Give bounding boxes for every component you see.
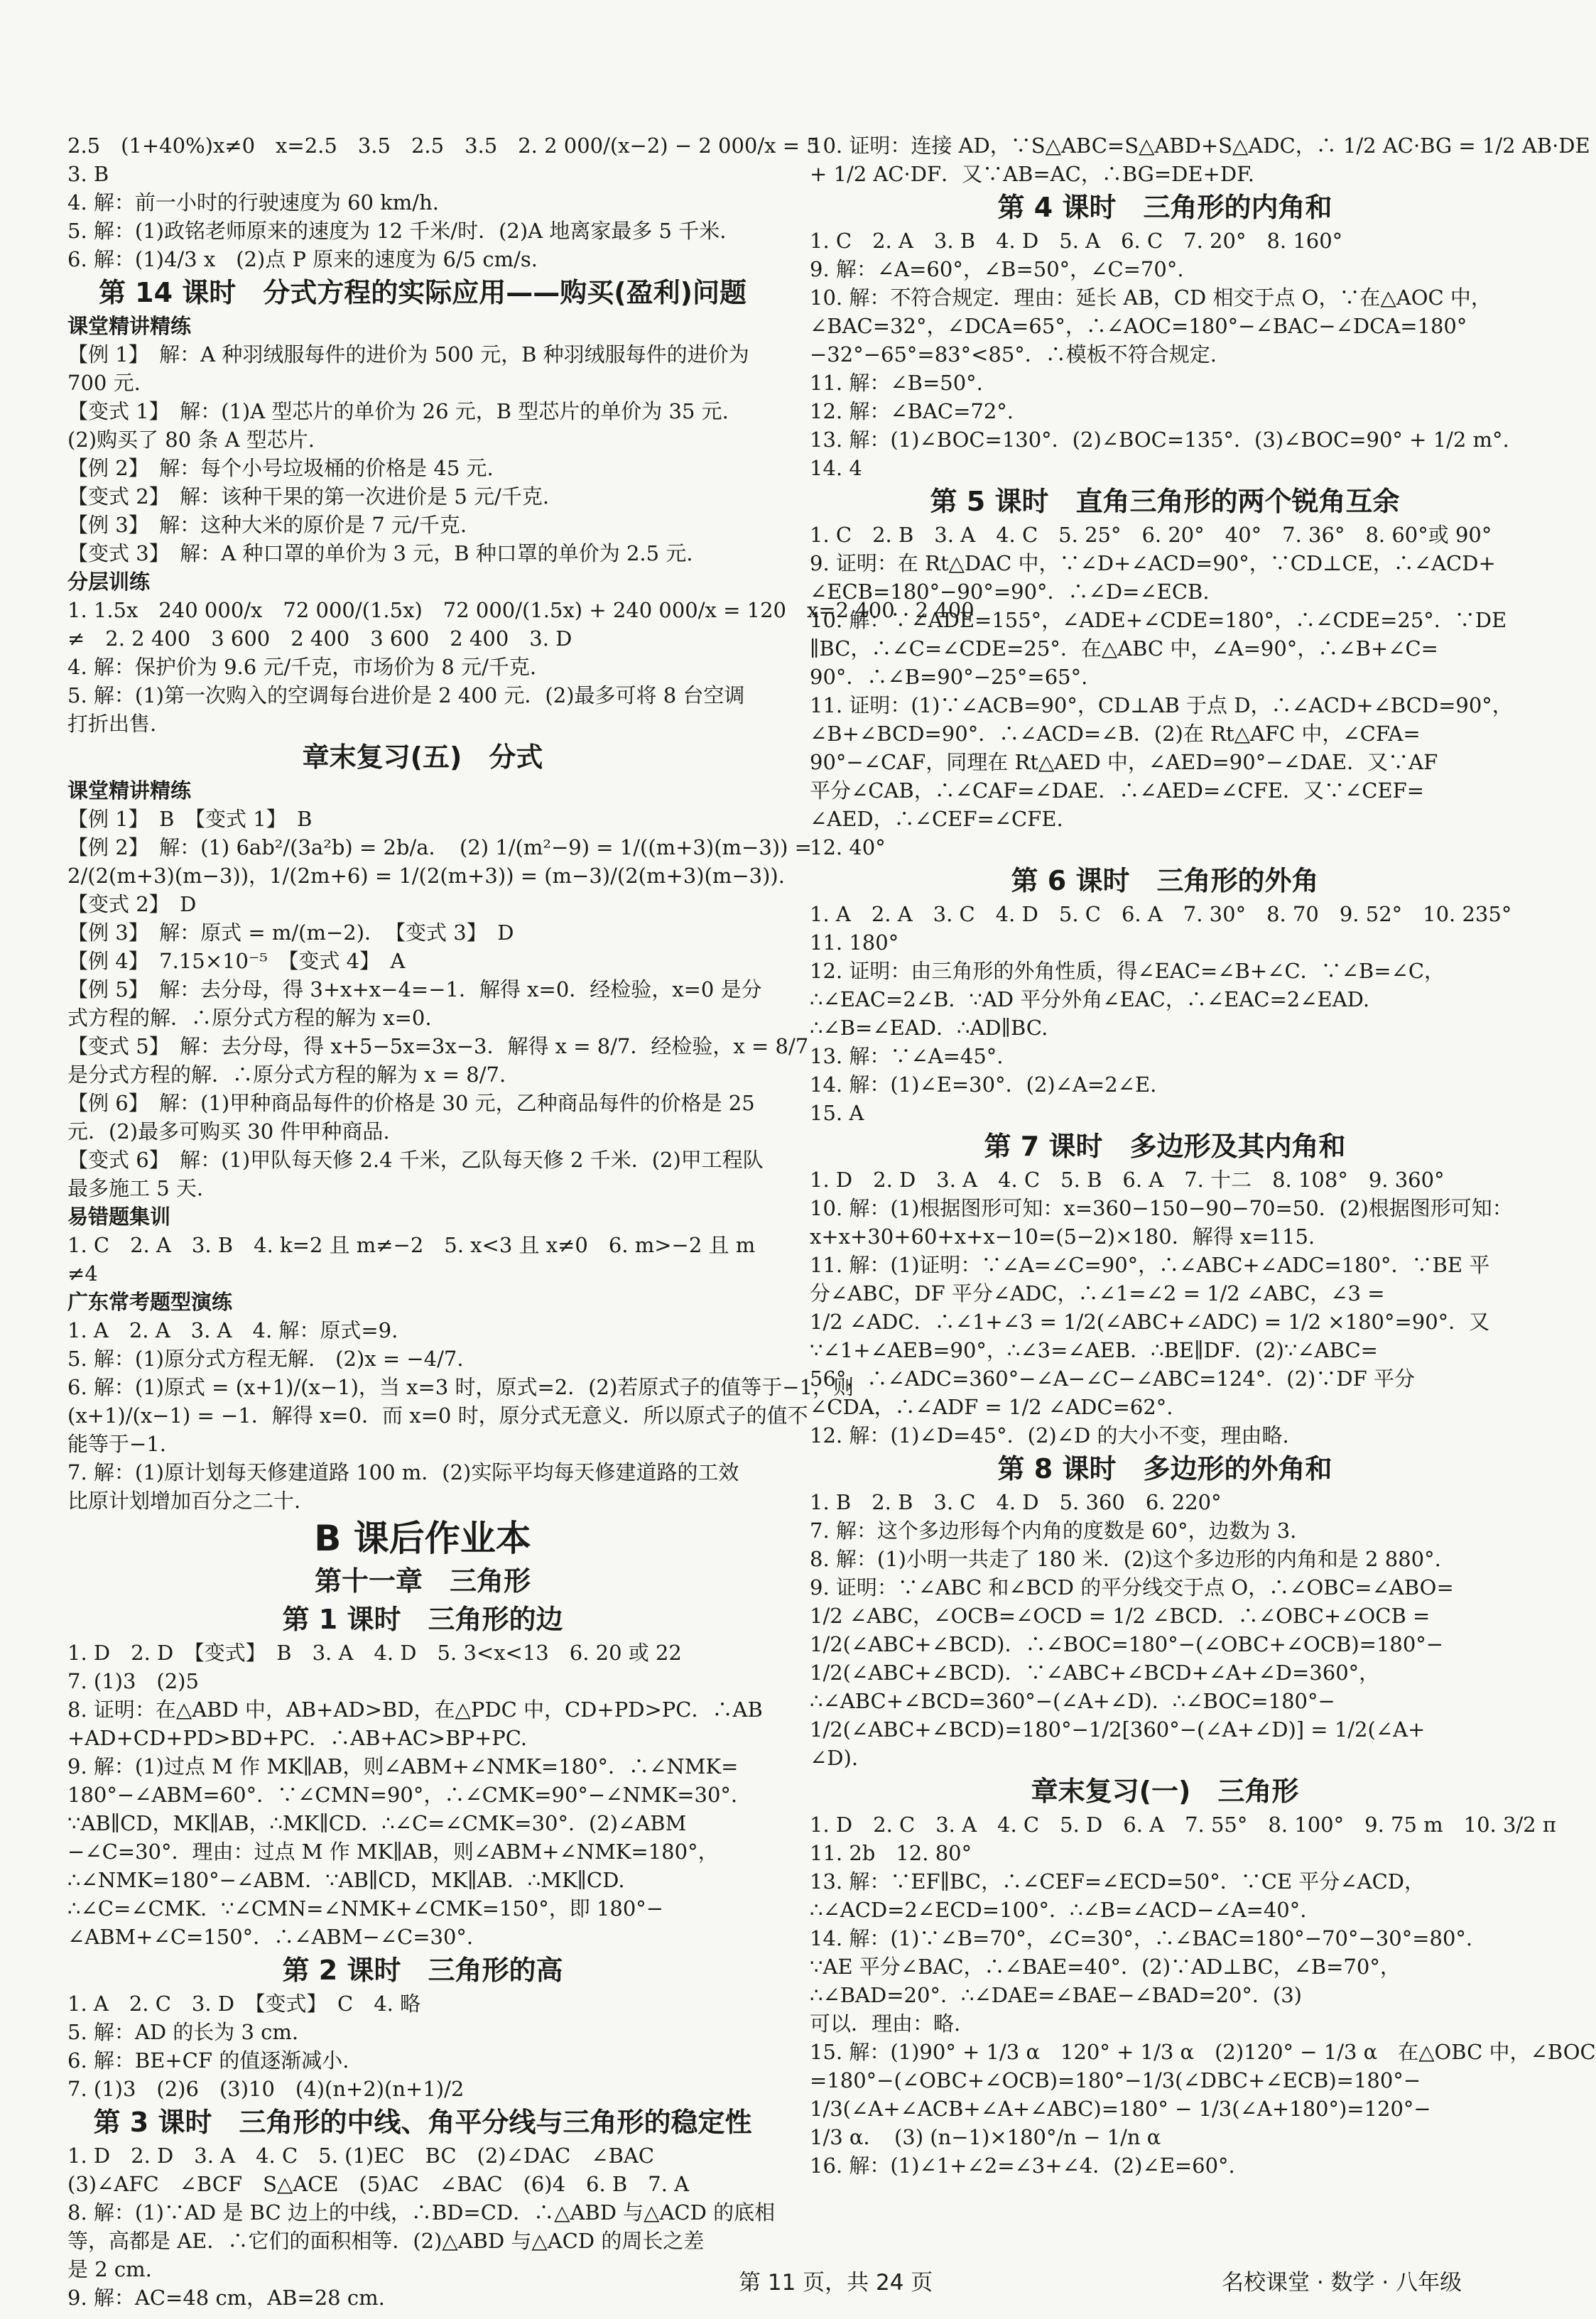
answer-line: ∴∠BAD=20°．∴∠DAE=∠BAE−∠BAD=20°．(3) <box>810 1983 1302 2007</box>
answer-line: 6. 解：(1)4/3 x (2)点 P 原来的速度为 6/5 cm/s. <box>67 247 538 271</box>
answer-line: 可以．理由：略. <box>810 2011 961 2036</box>
section-heading: 第 5 课时 直角三角形的两个锐角互余 <box>930 486 1400 517</box>
answer-line: 4. 解：保护价为 9.6 元/千克，市场价为 8 元/千克. <box>67 655 537 679</box>
answer-line: + 1/2 AC·DF．又∵AB=AC，∴BG=DE+DF. <box>810 162 1254 186</box>
answer-line: 【变式 2】 解：该种干果的第一次进价是 5 元/千克. <box>67 484 550 509</box>
part-heading: B 课后作业本 <box>314 1518 531 1559</box>
answer-line: 13. 解：(1)∠BOC=130°．(2)∠BOC=135°．(3)∠BOC=90° + 1/2 m°. <box>810 428 1509 452</box>
answer-line: 【变式 3】 解：A 种口罩的单价为 3 元，B 种口罩的单价为 2.5 元. <box>67 541 693 565</box>
answer-line: 【例 6】 解：(1)甲种商品每件的价格是 30 元，乙种商品每件的价格是 25 <box>67 1091 755 1115</box>
answer-line: 1. D 2. D 3. A 4. C 5. (1)EC BC (2)∠DAC ∠BAC <box>67 2144 655 2168</box>
answer-line: 是分式方程的解．∴原分式方程的解为 x = 8/7. <box>67 1063 506 1087</box>
section-heading: 第 2 课时 三角形的高 <box>282 1955 563 1986</box>
answer-line: ∠ABM+∠C=150°．∴∠ABM−∠C=30°. <box>67 1925 474 1949</box>
answer-line: 16. 解：(1)∠1+∠2=∠3+∠4．(2)∠E=60°. <box>810 2154 1235 2178</box>
answer-line: −32°−65°=83°<85°．∴模板不符合规定. <box>810 342 1217 366</box>
answer-line: 【变式 1】 解：(1)A 型芯片的单价为 26 元，B 型芯片的单价为 35 元. <box>67 399 729 423</box>
answer-line: 10. 解：(1)根据图形可知：x=360−150−90−70=50．(2)根据图形可知： <box>810 1196 1513 1220</box>
answer-line: 5. 解：(1)第一次购入的空调每台进价是 2 400 元．(2)最多可将 8 台空调 <box>67 683 745 707</box>
answer-line: ∵∠1+∠AEB=90°，∴∠3=∠AEB．∴BE∥DF．(2)∵∠ABC= <box>810 1338 1378 1362</box>
answer-line: ∠B+∠BCD=90°．∴∠ACD=∠B．(2)在 Rt△AFC 中，∠CFA= <box>810 722 1421 746</box>
answer-line: 9. 解：∠A=60°，∠B=50°，∠C=70°. <box>810 257 1184 281</box>
answer-line: 12. 证明：由三角形的外角性质，得∠EAC=∠B+∠C．∵∠B=∠C， <box>810 959 1445 983</box>
answer-line: 元．(2)最多可购买 30 件甲种商品. <box>67 1119 390 1144</box>
answer-line: 2.5 (1+40%)x≠0 x=2.5 3.5 2.5 3.5 2. 2 000/(x−2) − 2 000/x = 5 <box>67 134 820 158</box>
section-heading: 第 3 课时 三角形的中线、角平分线与三角形的稳定性 <box>93 2107 752 2138</box>
answer-line: 8. 解：(1)∵AD 是 BC 边上的中线，∴BD=CD．∴△ABD 与△ACD 的底相 <box>67 2200 776 2225</box>
answer-line: 1/3 α． (3) (n−1)×180°/n − 1/n α <box>810 2125 1161 2149</box>
answer-line: (x+1)/(x−1) = −1．解得 x=0．而 x=0 时，原分式无意义．所以原式子的值不 <box>67 1403 808 1428</box>
page-number: 第 11 页，共 24 页 <box>739 2270 933 2296</box>
answer-line: 7. 解：(1)原计划每天修建道路 100 m．(2)实际平均每天修建道路的工效 <box>67 1460 739 1484</box>
answer-line: 6. 解：BE+CF 的值逐渐减小. <box>67 2048 349 2073</box>
answer-line: 90°．∴∠B=90°−25°=65°. <box>810 665 1088 689</box>
answer-line: 1/3(∠A+∠ACB+∠A+∠ABC)=180° − 1/3(∠A+180°)=120°− <box>810 2097 1431 2121</box>
answer-line: 5. 解：AD 的长为 3 cm. <box>67 2020 299 2044</box>
answer-line: 比原计划增加百分之二十. <box>67 1489 301 1513</box>
answer-line: 12. 40° <box>810 835 886 859</box>
subsection-heading: 易错题集训 <box>67 1205 171 1229</box>
section-heading: 第十一章 三角形 <box>314 1565 531 1597</box>
answer-line: ∠ECB=180°−90°=90°．∴∠D=∠ECB. <box>810 580 1210 604</box>
answer-line: 【例 1】 解：A 种羽绒服每件的进价为 500 元，B 种羽绒服每件的进价为 <box>67 342 749 366</box>
answer-line: 【变式 2】 D <box>67 892 197 916</box>
answer-line: 平分∠CAB，∴∠CAF=∠DAE．∴∠AED=∠CFE．又∵∠CEF= <box>810 778 1425 803</box>
right-column <box>810 131 1596 2180</box>
answer-line: 1. A 2. A 3. C 4. D 5. C 6. A 7. 30° 8. 70 9. 52° 10. 235° <box>810 902 1512 926</box>
answer-line: ∠BAC=32°，∠DCA=65°，∴∠AOC=180°−∠BAC−∠DCA=180° <box>810 314 1467 338</box>
answer-line: 【例 3】 解：这种大米的原价是 7 元/千克. <box>67 513 467 537</box>
subsection-heading: 课堂精讲精练 <box>67 778 192 803</box>
section-heading: 第 8 课时 多边形的外角和 <box>997 1453 1332 1484</box>
answer-line: 11. 证明：(1)∵∠ACB=90°，CD⊥AB 于点 D，∴∠ACD+∠BCD=90°， <box>810 693 1513 717</box>
section-heading: 章末复习(五) 分式 <box>302 742 543 773</box>
answer-line: 【例 4】 7.15×10⁻⁵ 【变式 4】 A <box>67 949 406 973</box>
book-brand: 名校课堂 · 数学 · 八年级 <box>1222 2270 1462 2296</box>
subsection-heading: 分层训练 <box>67 570 151 594</box>
answer-line: 9. 解：AC=48 cm，AB=28 cm. <box>67 2286 385 2310</box>
answer-line: 12. 解：∠BAC=72°. <box>810 399 1014 423</box>
answer-line: ∴∠ACD=2∠ECD=100°．∴∠B=∠ACD−∠A=40°. <box>810 1898 1307 1922</box>
answer-line: 1/2(∠ABC+∠BCD)．∵∠ABC+∠BCD+∠A+∠D=360°， <box>810 1661 1380 1685</box>
answer-line: ∴∠NMK=180°−∠ABM．∵AB∥CD，MK∥AB．∴MK∥CD. <box>67 1868 625 1892</box>
answer-line: 4. 解：前一小时的行驶速度为 60 km/h. <box>67 190 439 214</box>
answer-line: 1. A 2. C 3. D 【变式】 C 4. 略 <box>67 1992 421 2016</box>
answer-line: 11. 解：∠B=50°. <box>810 371 983 395</box>
subsection-heading: 广东常考题型演练 <box>67 1290 233 1314</box>
answer-line: 【例 5】 解：去分母，得 3+x+x−4=−1．解得 x=0．经检验，x=0 是分 <box>67 977 762 1001</box>
answer-line: 【例 1】 B 【变式 1】 B <box>67 807 313 831</box>
answer-line: 9. 证明：∵∠ABC 和∠BCD 的平分线交于点 O，∴∠OBC=∠ABO= <box>810 1575 1454 1600</box>
answer-line: 1/2(∠ABC+∠BCD)．∴∠BOC=180°−(∠OBC+∠OCB)=180°− <box>810 1632 1444 1656</box>
answer-line: 【变式 6】 解：(1)甲队每天修 2.4 千米，乙队每天修 2 千米．(2)甲工程队 <box>67 1148 764 1172</box>
answer-line: 7. (1)3 (2)6 (3)10 (4)(n+2)(n+1)/2 <box>67 2077 465 2101</box>
answer-line: ∥BC，∴∠C=∠CDE=25°．在△ABC 中，∠A=90°，∴∠B+∠C= <box>810 636 1438 661</box>
answer-line: 1. 1.5x 240 000/x 72 000/(1.5x) 72 000/(1.5x) + 240 000/x = 120 x=2 400 2 400 <box>67 598 975 622</box>
answer-line: 700 元. <box>67 371 141 395</box>
answer-line: 1. D 2. D 3. A 4. C 5. B 6. A 7. 十二 8. 108° 9. 360° <box>810 1168 1445 1192</box>
answer-line: 11. 2b 12. 80° <box>810 1841 972 1865</box>
answer-line: 6. 解：(1)原式 = (x+1)/(x−1)，当 x=3 时，原式=2．(2)若原式子的值等于−1，则 <box>67 1375 854 1399</box>
answer-line: 14. 解：(1)∠E=30°．(2)∠A=2∠E. <box>810 1072 1157 1097</box>
answer-line: 2/(2(m+3)(m−3))，1/(2m+6) = 1/(2(m+3)) = (m−3)/(2(m+3)(m−3)). <box>67 864 785 888</box>
answer-line: 【例 3】 解：原式 = m/(m−2)． 【变式 3】 D <box>67 920 514 945</box>
answer-line: 9. 解：(1)过点 M 作 MK∥AB，则∠ABM+∠NMK=180°．∴∠NMK= <box>67 1754 739 1778</box>
answer-line: 180°−∠ABM=60°．∵∠CMN=90°，∴∠CMK=90°−∠NMK=30°. <box>67 1783 738 1807</box>
answer-line: 1/2(∠ABC+∠BCD)=180°−1/2[360°−(∠A+∠D)] = 1/2(∠A+ <box>810 1717 1426 1742</box>
answer-line: ∴∠B=∠EAD．∴AD∥BC. <box>810 1016 1048 1040</box>
answer-line: 10. 解：∵∠ADE=155°，∠ADE+∠CDE=180°，∴∠CDE=25°．∵DE <box>810 608 1507 632</box>
answer-line: 7. 解：这个多边形每个内角的度数是 60°，边数为 3. <box>810 1519 1297 1543</box>
answer-line: 【例 2】 解：(1) 6ab²/(3a²b) = 2b/a． (2) 1/(m²−9) = 1/((m+3)(m−3)) = <box>67 835 812 859</box>
answer-line: 1. A 2. A 3. A 4. 解：原式=9. <box>67 1318 398 1342</box>
answer-line: ≠4 <box>67 1261 98 1286</box>
answer-line: 式方程的解．∴原分式方程的解为 x=0. <box>67 1006 432 1030</box>
answer-line: 1. D 2. C 3. A 4. C 5. D 6. A 7. 55° 8. 100° 9. 75 m 10. 3/2 π <box>810 1813 1556 1837</box>
answer-line: 等，高都是 AE．∴它们的面积相等．(2)△ABD 与△ACD 的周长之差 <box>67 2229 705 2253</box>
answer-line: ≠ 2. 2 400 3 600 2 400 3 600 2 400 3. D <box>67 626 572 651</box>
answer-line: ∴∠EAC=2∠B．∵AD 平分外角∠EAC，∴∠EAC=2∠EAD. <box>810 987 1370 1011</box>
section-heading: 第 1 课时 三角形的边 <box>282 1604 563 1635</box>
answer-line: ∠AED，∴∠CEF=∠CFE. <box>810 807 1063 831</box>
answer-line: 13. 解：∵EF∥BC，∴∠CEF=∠ECD=50°．∵CE 平分∠ACD， <box>810 1869 1426 1894</box>
section-heading: 第 6 课时 三角形的外角 <box>1011 865 1319 896</box>
answer-line: 14. 4 <box>810 456 862 480</box>
answer-line: (2)购买了 80 条 A 型芯片. <box>67 428 315 452</box>
answer-line: 5. 解：(1)政铭老师原来的速度为 12 千米/时．(2)A 地离家最多 5 千米. <box>67 219 727 243</box>
answer-line: 11. 180° <box>810 930 899 955</box>
answer-line: (3)∠AFC ∠BCF S△ACE (5)AC ∠BAC (6)4 6. B 7. A <box>67 2172 690 2196</box>
answer-line: 8. 证明：在△ABD 中，AB+AD>BD，在△PDC 中，CD+PD>PC．∴AB <box>67 1698 763 1722</box>
answer-line: 1. D 2. D 【变式】 B 3. A 4. D 5. 3<x<13 6. 20 或 22 <box>67 1641 682 1665</box>
answer-line: x+x+30+60+x+x−10=(5−2)×180．解得 x=115. <box>810 1224 1315 1249</box>
answer-line: 打折出售. <box>67 712 157 736</box>
answer-line: 10. 解：不符合规定．理由：延长 AB，CD 相交于点 O，∵在△AOC 中， <box>810 286 1492 310</box>
answer-line: 3. B <box>67 162 109 186</box>
answer-line: 1. B 2. B 3. C 4. D 5. 360 6. 220° <box>810 1490 1222 1514</box>
section-heading: 第 14 课时 分式方程的实际应用——购买(盈利)问题 <box>98 277 747 308</box>
answer-line: 1/2 ∠ABC，∠OCB=∠OCD = 1/2 ∠BCD．∴∠OBC+∠OCB = <box>810 1604 1431 1628</box>
answer-line: 5. 解：(1)原分式方程无解. (2)x = −4/7. <box>67 1347 464 1371</box>
answer-line: +AD+CD+PD>BD+PC．∴AB+AC>BP+PC. <box>67 1726 528 1750</box>
section-heading: 第 7 课时 多边形及其内角和 <box>984 1131 1346 1162</box>
answer-line: ∠CDA，∴∠ADF = 1/2 ∠ADC=62°. <box>810 1395 1173 1419</box>
answer-line: 11. 解：(1)证明：∵∠A=∠C=90°，∴∠ABC+∠ADC=180°．∵BE 平 <box>810 1253 1490 1277</box>
answer-line: 56°，∴∠ADC=360°−∠A−∠C−∠ABC=124°．(2)∵DF 平分 <box>810 1367 1415 1391</box>
section-heading: 章末复习(一) 三角形 <box>1031 1776 1299 1807</box>
answer-line: 10. 证明：连接 AD，∵S△ABC=S△ABD+S△ADC，∴ 1/2 AC·BG = 1/2 AB·DE <box>810 134 1590 158</box>
answer-line: 12. 解：(1)∠D=45°．(2)∠D 的大小不变，理由略. <box>810 1423 1289 1448</box>
answer-line: 1. C 2. A 3. B 4. D 5. A 6. C 7. 20° 8. 160° <box>810 229 1343 253</box>
answer-line: 15. 解：(1)90° + 1/3 α 120° + 1/3 α (2)120° − 1/3 α 在△OBC 中，∠BOC <box>810 2040 1596 2064</box>
answer-line: 【变式 5】 解：去分母，得 x+5−5x=3x−3．解得 x = 8/7．经检验，x = 8/7 <box>67 1034 809 1058</box>
section-heading: 第 4 课时 三角形的内角和 <box>997 192 1332 223</box>
answer-line: 最多施工 5 天. <box>67 1176 204 1200</box>
answer-line: ∵AE 平分∠BAC，∴∠BAE=40°．(2)∵AD⊥BC，∠B=70°， <box>810 1955 1401 1979</box>
answer-line: ∴∠C=∠CMK．∵∠CMN=∠NMK+∠CMK=150°，即 180°− <box>67 1896 664 1921</box>
answer-line: 8. 解：(1)小明一共走了 180 米．(2)这个多边形的内角和是 2 880°. <box>810 1547 1441 1571</box>
answer-line: 9. 证明：在 Rt△DAC 中，∵∠D+∠ACD=90°，∵CD⊥CE，∴∠ACD+ <box>810 551 1496 575</box>
answer-line: −∠C=30°．理由：过点 M 作 MK∥AB，则∠ABM+∠NMK=180°， <box>67 1840 719 1864</box>
answer-line: ∴∠ABC+∠BCD=360°−(∠A+∠D)．∴∠BOC=180°− <box>810 1689 1335 1713</box>
subsection-heading: 课堂精讲精练 <box>67 314 192 338</box>
answer-line: 是 2 cm. <box>67 2257 152 2281</box>
answer-line: 14. 解：(1)∵∠B=70°，∠C=30°，∴∠BAC=180°−70°−30°=80°. <box>810 1926 1473 1950</box>
answer-line: 1. C 2. A 3. B 4. k=2 且 m≠−2 5. x<3 且 x≠0 6. m>−2 且 m <box>67 1233 756 1257</box>
answer-line: 13. 解：∵∠A=45°. <box>810 1044 1004 1068</box>
answer-line: ∵AB∥CD，MK∥AB，∴MK∥CD．∴∠C=∠CMK=30°．(2)∠ABM <box>67 1811 687 1835</box>
answer-line: 分∠ABC，DF 平分∠ADC，∴∠1=∠2 = 1/2 ∠ABC，∠3 = <box>810 1281 1385 1305</box>
answer-line: ∠D). <box>810 1746 859 1770</box>
answer-line: =180°−(∠OBC+∠OCB)=180°−1/3(∠DBC+∠ECB)=180°− <box>810 2068 1421 2092</box>
answer-line: 1. C 2. B 3. A 4. C 5. 25° 6. 20° 40° 7. 36° 8. 60°或 90° <box>810 523 1492 547</box>
answer-line: 1/2 ∠ADC．∴∠1+∠3 = 1/2(∠ABC+∠ADC) = 1/2 ×180°=90°．又 <box>810 1310 1490 1334</box>
answer-line: 90°−∠CAF，同理在 Rt△AED 中，∠AED=90°−∠DAE．又∵AF <box>810 750 1438 774</box>
answer-line: 15. A <box>810 1101 864 1125</box>
answer-line: 【例 2】 解：每个小号垃圾桶的价格是 45 元. <box>67 456 494 480</box>
answer-line: 能等于−1. <box>67 1432 166 1456</box>
answer-line: 7. (1)3 (2)5 <box>67 1669 199 1693</box>
